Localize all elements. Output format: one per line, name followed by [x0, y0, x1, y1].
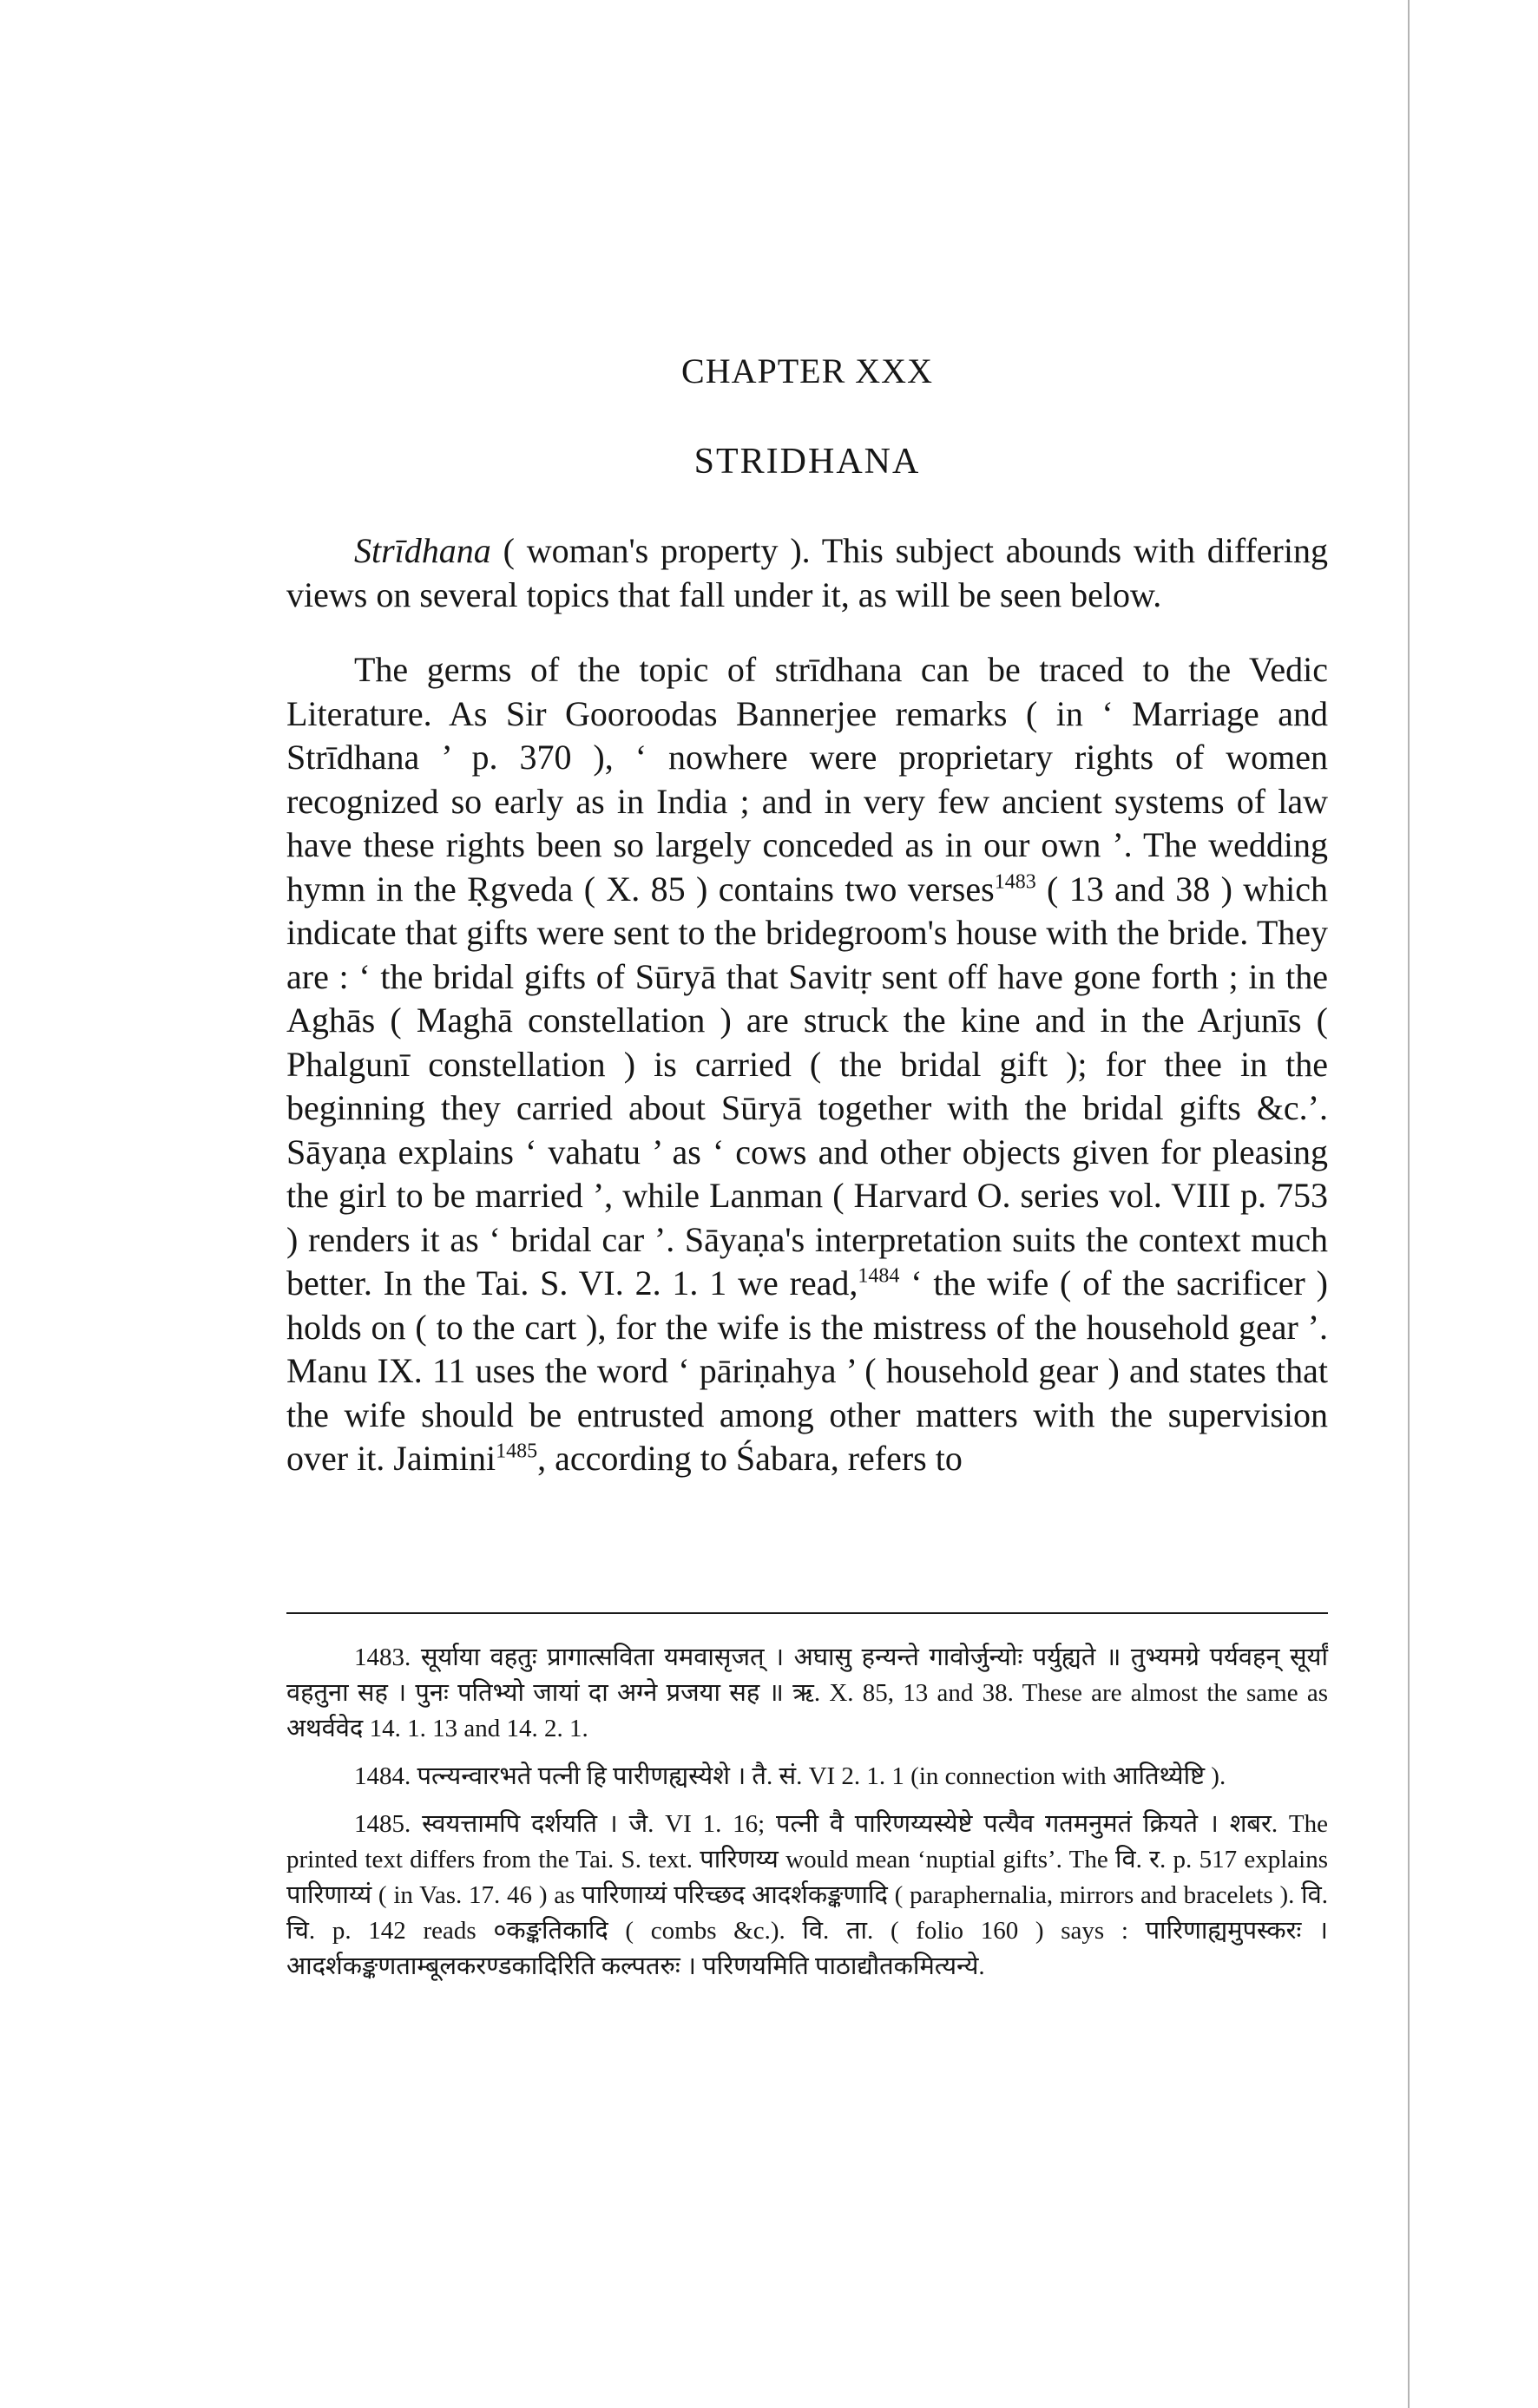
paragraph-2-text-d: , according to Śabara, refers to	[537, 1439, 963, 1478]
footnote-1484: 1484. पत्न्यन्वारभते पत्नी हि पारीणह्यस्येशे । तै. सं. VI 2. 1. 1 (in connection with आतिथ्येष्टि ).	[354, 1762, 1226, 1790]
paragraph-2-text-b: ( 13 and 38 ) which indicate that gifts were sent to the bridegroom's house with the bride. They are : ‘ the bridal gifts of Sūryā that Savitṛ sent off have gone forth ; in the Aghās ( Maghā constellation ) are struck the kine and in the Arjunīs ( Phalgunī constellation ) is carried ( the bridal gift ); for thee in the beginning they carried about Sūryā together with the bridal gifts &c.’. Sāyaṇa explains ‘ vahatu ’ as ‘ cows and other objects given for pleasing the girl to be married ’, while Lanman ( Harvard O. series vol. VIII p. 753 ) renders it as ‘ bridal car ’. Sāyaṇa's interpretation suits the context much better. In the Tai. S. VI. 2. 1. 1 we read,	[286, 869, 1328, 1302]
footnote-divider	[286, 1612, 1328, 1614]
chapter-heading: CHAPTER XXX	[681, 351, 933, 390]
footnote-ref-1484: 1484	[858, 1264, 900, 1288]
footnote-1485: 1485. स्वयत्तामपि दर्शयति । जै. VI 1. 16; पत्नी वै पारिणय्यस्येष्टे पत्यैव गतमनुमतं क्रियते । शबर. The printed text differs from the Tai. S. text. पारिणय्य would mean ‘nuptial gifts’. The वि. र. p. 517 explains पारिणाय्यं ( in Vas. 17. 46 ) as पारिणाय्यं परिच्छद आदर्शकङ्कणादि ( paraphernalia, mirrors and bracelets ). वि. चि. p. 142 reads ०कङ्कतिकादि ( combs &c.). वि. ता. ( folio 160 ) says : पारिणाह्यमुपस्करः । आदर्शकङ्कणताम्बूलकरण्डकादिरिति कल्पतरुः । परिणयमिति पाठाद्यौतकमित्यन्ये.	[286, 1810, 1328, 1980]
paragraph-1-text: ( woman's property ). This subject abounds with differing views on several topics that fall under it, as will be seen below.	[286, 531, 1328, 614]
chapter-title: STRIDHANA	[693, 442, 921, 482]
paragraph-2-text-c: ‘ the wife ( of the sacrificer ) holds on ( to the cart ), for the wife is the mistress of the household gear ’. Manu IX. 11 uses the word ‘ pāriṇahya ’ ( household gear ) and states that the wife should be entrusted among other matters with the supervision over it. Jaimini	[286, 1263, 1328, 1478]
footnote-ref-1485: 1485	[496, 1440, 538, 1463]
footnotes	[286, 1640, 1328, 1997]
page-edge-line	[1408, 0, 1410, 2408]
footnote-1483: 1483. सूर्याया वहतुः प्रागात्सविता यमवासृजत् । अघासु हन्यन्ते गावोर्जुन्योः पर्युह्यते ॥ तुभ्यमग्रे पर्यवहन् सूर्यां वहतुना सह । पुनः पतिभ्यो जायां दा अग्ने प्रजया सह ॥ ऋ. X. 85, 13 and 38. These are almost the same as अथर्ववेद 14. 1. 13 and 14. 2. 1.	[286, 1644, 1328, 1742]
paragraph-1-lead: Strīdhana	[354, 531, 491, 570]
footnote-ref-1483: 1483	[994, 870, 1036, 894]
paragraph-1	[286, 529, 1328, 617]
paragraph-2-text-a: The germs of the topic of strīdhana can be traced to the Vedic Literature. As Sir Gooroodas Bannerjee remarks ( in ‘ Marriage and Strīdhana ’ p. 370 ), ‘ nowhere were proprietary rights of women recognized so early as in India ; and in very few ancient systems of law have these rights been so largely conceded as in our own ’. The wedding hymn in the Ṛgveda ( X. 85 ) contains two verses	[286, 650, 1328, 909]
body-text	[286, 529, 1328, 1481]
paragraph-2	[286, 648, 1328, 1481]
